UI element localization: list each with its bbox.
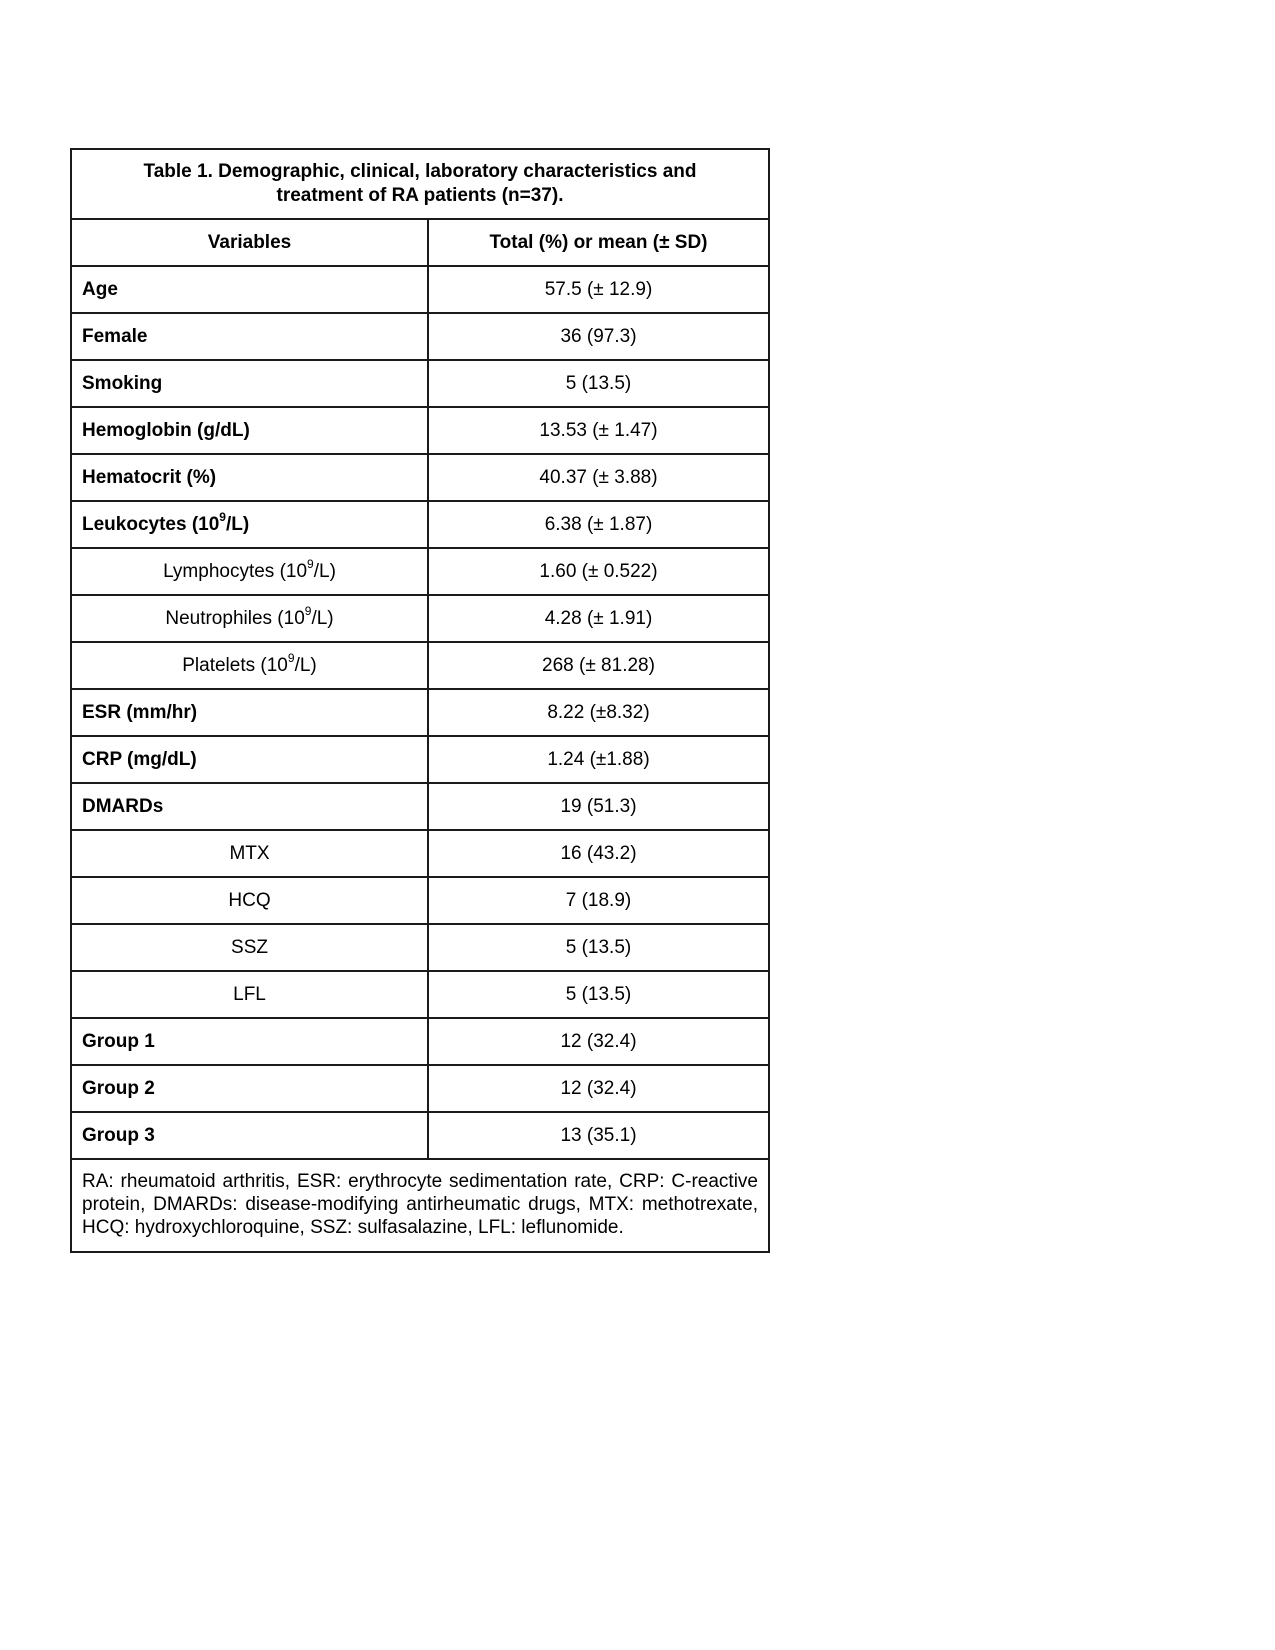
- row-label-text: CRP (mg/dL): [82, 748, 197, 770]
- row-label: [71, 266, 428, 313]
- row-label-text: DMARDs: [82, 795, 164, 817]
- table-row: [71, 313, 769, 360]
- table-row: [71, 454, 769, 501]
- row-label-superscript: 9: [219, 510, 226, 525]
- row-value: 16 (43.2): [428, 830, 769, 877]
- table-row: [71, 360, 769, 407]
- row-value: 12 (32.4): [428, 1018, 769, 1065]
- row-value: 5 (13.5): [428, 360, 769, 407]
- row-value: 5 (13.5): [428, 971, 769, 1018]
- row-label-text: Hematocrit (%): [82, 466, 217, 488]
- table-caption: Table 1. Demographic, clinical, laboratory characteristics and treatment of RA patients (n=37).: [71, 149, 769, 219]
- row-value: 6.38 (± 1.87): [428, 501, 769, 548]
- row-value: 5 (13.5): [428, 924, 769, 971]
- row-label: [71, 689, 428, 736]
- table-row: [71, 266, 769, 313]
- row-label-text: ESR (mm/hr): [82, 701, 198, 723]
- row-label-superscript: 9: [287, 651, 295, 666]
- row-value: 8.22 (±8.32): [428, 689, 769, 736]
- footnote-row: [71, 1159, 769, 1252]
- header-variables: Variables: [71, 219, 428, 266]
- table-row: [71, 924, 769, 971]
- table-footnote: RA: rheumatoid arthritis, ESR: erythrocyte sedimentation rate, CRP: C-reactive protein, DMARDs: disease-modifying antirheumatic drugs, MTX: methotrexate, HCQ: hydroxychloroquine, SSZ: sulfasalazine, LFL: leflunomide.: [71, 1159, 769, 1252]
- row-label-text: LFL: [233, 983, 266, 1005]
- table-row: [71, 642, 769, 689]
- row-label: [71, 877, 428, 924]
- table-row: [71, 736, 769, 783]
- table-row: [71, 407, 769, 454]
- row-label-text: Leukocytes (10: [82, 513, 220, 535]
- row-label-superscript: 9: [307, 557, 314, 572]
- table-row: [71, 1018, 769, 1065]
- table-row: [71, 595, 769, 642]
- caption-row: [71, 149, 769, 219]
- table-row: [71, 971, 769, 1018]
- table-container: [70, 148, 768, 1253]
- row-value: 7 (18.9): [428, 877, 769, 924]
- row-label-suffix: /L): [311, 607, 334, 629]
- row-label: [71, 360, 428, 407]
- row-label: [71, 595, 428, 642]
- row-label-text: Neutrophiles (10: [165, 607, 305, 629]
- table-row: [71, 1065, 769, 1112]
- row-label-text: Group 2: [82, 1077, 155, 1099]
- row-label-text: HCQ: [228, 889, 271, 911]
- table-row: [71, 1112, 769, 1159]
- row-value: 57.5 (± 12.9): [428, 266, 769, 313]
- row-label: [71, 830, 428, 877]
- row-label-superscript: 9: [304, 604, 312, 619]
- row-label-text: Lymphocytes (10: [163, 560, 308, 582]
- row-label-text: Platelets (10: [182, 654, 288, 676]
- characteristics-table: [70, 148, 770, 1253]
- row-value: 19 (51.3): [428, 783, 769, 830]
- row-label: [71, 924, 428, 971]
- row-label-text: Female: [82, 325, 148, 347]
- row-label-text: Hemoglobin (g/dL): [82, 419, 250, 441]
- row-value: 268 (± 81.28): [428, 642, 769, 689]
- row-label: [71, 971, 428, 1018]
- row-value: 12 (32.4): [428, 1065, 769, 1112]
- row-label: [71, 548, 428, 595]
- row-label-text: Smoking: [82, 372, 163, 394]
- row-label: [71, 1112, 428, 1159]
- row-label-text: SSZ: [231, 936, 268, 958]
- table-row: [71, 689, 769, 736]
- row-label-text: Group 3: [82, 1124, 155, 1146]
- row-label-text: Age: [82, 278, 118, 300]
- row-value: 13 (35.1): [428, 1112, 769, 1159]
- row-value: 13.53 (± 1.47): [428, 407, 769, 454]
- row-label: [71, 642, 428, 689]
- row-label: [71, 501, 428, 548]
- row-value: 4.28 (± 1.91): [428, 595, 769, 642]
- table-row: [71, 877, 769, 924]
- row-label: [71, 1065, 428, 1112]
- row-label-text: Group 1: [82, 1030, 155, 1052]
- table-row: [71, 830, 769, 877]
- row-label: [71, 783, 428, 830]
- row-label: [71, 1018, 428, 1065]
- row-label-text: MTX: [229, 842, 270, 864]
- row-value: 1.24 (±1.88): [428, 736, 769, 783]
- row-label: [71, 454, 428, 501]
- row-value: 40.37 (± 3.88): [428, 454, 769, 501]
- row-label: [71, 736, 428, 783]
- row-label: [71, 313, 428, 360]
- header-row: [71, 219, 769, 266]
- row-label-suffix: /L): [294, 654, 317, 676]
- row-label-suffix: /L): [313, 560, 336, 582]
- row-label: [71, 407, 428, 454]
- row-value: 1.60 (± 0.522): [428, 548, 769, 595]
- header-total: Total (%) or mean (± SD): [428, 219, 769, 266]
- table-row: [71, 783, 769, 830]
- table-row: [71, 548, 769, 595]
- table-row: [71, 501, 769, 548]
- row-label-suffix: /L): [225, 513, 250, 535]
- row-value: 36 (97.3): [428, 313, 769, 360]
